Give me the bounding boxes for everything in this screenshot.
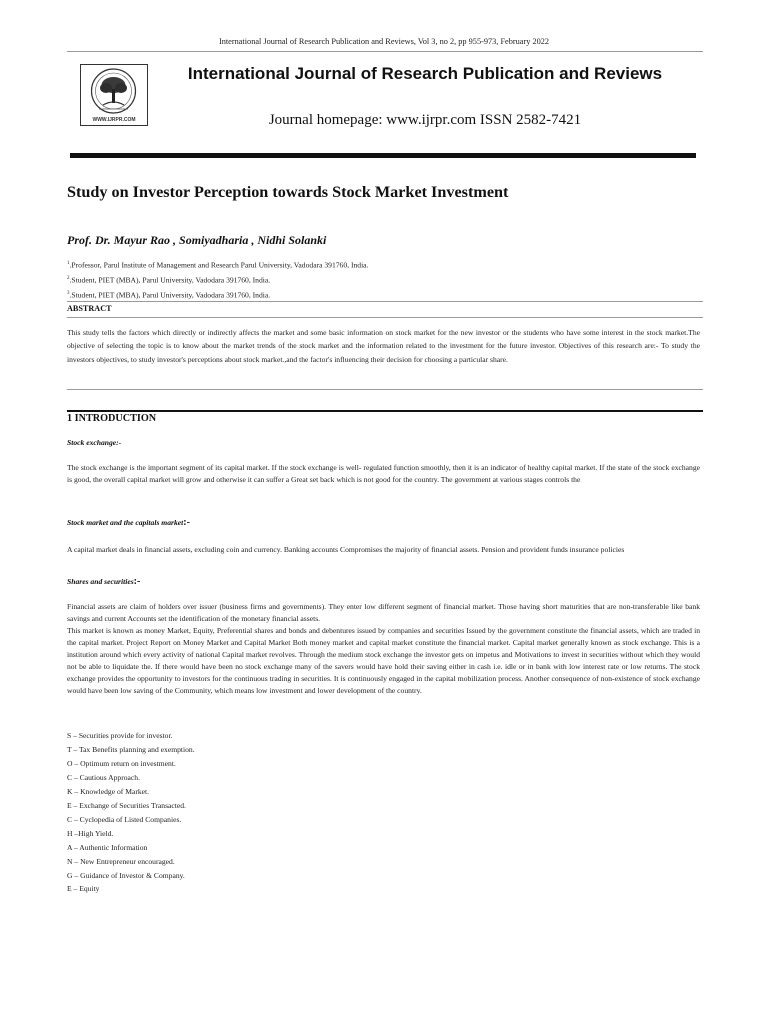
running-head: International Journal of Research Publication and Reviews, Vol 3, no 2, pp 955-973, February 2022 — [218, 37, 550, 46]
affiliations — [67, 257, 707, 302]
journal-homepage: Journal homepage: www.ijrpr.com ISSN 2582-7421 — [268, 112, 582, 128]
abstract-label-rule — [67, 317, 703, 318]
subheading-mark: :- — [183, 517, 190, 528]
affiliation-marker: 1 — [67, 261, 70, 266]
abstract-bottom-rule — [67, 389, 703, 390]
tree-emblem-icon — [81, 65, 146, 124]
list-item: O – Optimum return on investment. — [67, 758, 176, 768]
subheading-stock-exchange: Stock exchange:- — [67, 438, 122, 447]
paper-title: Study on Investor Perception towards Stock Market Investment — [67, 183, 509, 201]
affiliation-marker: 2 — [67, 276, 70, 282]
list-item: C – Cyclopedia of Listed Companies. — [67, 814, 182, 824]
affiliation-item — [67, 257, 707, 272]
author-list: Prof. Dr. Mayur Rao , Somiyadharia , Nidhi Solanki — [67, 233, 327, 247]
list-item: N – New Entrepreneur encouraged. — [67, 856, 175, 866]
journal-title: International Journal of Research Publication and Reviews — [187, 64, 663, 83]
header-divider — [67, 51, 703, 52]
subheading-text: Stock market and the capitals market — [67, 518, 184, 527]
subheading-capital-market — [67, 517, 190, 528]
list-item: K – Knowledge of Market. — [67, 786, 150, 796]
abstract-heading: ABSTRACT — [67, 304, 112, 313]
affiliation-text: .Student, PIET (MBA), Parul University, Vadodara 391760, India. — [69, 275, 271, 285]
list-item: C – Cautious Approach. — [67, 772, 140, 782]
section-rule — [67, 410, 703, 412]
paragraph-stock-exchange: The stock exchange is the important segment of its capital market. If the stock exchange is well- regulated function smoothly, then it is an indicator of healthy capital market. If the state of the stock exchange is good, the overall capital market will grow and otherwise it can suffer a Great set back which is not good for the country. The government at various stages controls the — [67, 463, 700, 485]
subheading-shares — [67, 576, 140, 587]
abstract-body: This study tells the factors which directly or indirectly affects the market and some basic information on stock market for the new investor or the students who have some interest in the stock market.The objective of selecting the topic is to know about the market trends of the stock market and the information related to the investment for the future investor. Objectives of this research are:- To study the investors objectives, to study investor's perceptions about stock market.,and the factor's influencing their decision for choosing a particular share. — [67, 328, 700, 364]
list-item: E – Equity — [67, 884, 100, 894]
list-item: E – Exchange of Securities Transacted. — [67, 800, 186, 810]
affiliation-marker: 3 — [67, 291, 70, 297]
abstract-top-rule — [67, 301, 703, 302]
affiliation-item — [67, 272, 707, 287]
list-item: T – Tax Benefits planning and exemption. — [67, 744, 195, 754]
list-item: A – Authentic Information — [67, 842, 148, 852]
subheading-text: Shares and securities — [67, 577, 134, 586]
section-heading-introduction: 1 INTRODUCTION — [67, 413, 157, 424]
subheading-mark: :- — [133, 576, 141, 587]
affiliation-item — [67, 287, 707, 302]
paragraph-shares-1: Financial assets are claim of holders over issuer (business firms and governments). They enter low different segment of financial market. Those having short maturities that are non-transferable like bank savings and current Accounts set the identification of the monetary financial assets. — [67, 602, 700, 624]
affiliation-text: .Student, PIET (MBA), Parul University, Vadodara 391760, India. — [69, 290, 271, 300]
paragraph-capital-market: A capital market deals in financial assets, excluding coin and currency. Banking accounts Compromises the majority of financial assets. Pension and provident funds insurance policies — [67, 545, 625, 554]
list-item: H –High Yield. — [67, 828, 114, 838]
affiliation-text: .Professor, Parul Institute of Management and Research Parul University, Vadodara 391760, India. — [69, 260, 369, 270]
list-item: S – Securities provide for investor. — [67, 731, 173, 740]
paragraph-shares-2: This market is known as money Market, Equity, Preferential shares and bonds and debentures issued by companies and securities Issued by the government constitute the financial assets, which are traded in the capital market. Project Report on Money Market and Capital Market Both money market and capital market constitute the financial market. Capital market generally known as stock exchange. This is a institution around which every activity of national Capital market revolves. Through the medium stock exchange the investor gets on impetus and Motivations to invest in securities without which they would not be able to liquidate the. If there would have been no stock exchange many of the savers would have hold their saving either in cash i.e. idle or in bank with low interest rate or low returns. The stock exchange provides the opportunity to investors for the continuous trading in securities. It is continuously engaged in the capital mobilization process. Another consequence of non-existence of stock exchange would have been low saving of the Community, which means low investment and lower development of the country. — [67, 626, 700, 696]
list-item: G – Guidance of Investor & Company. — [67, 870, 185, 880]
masthead-rule — [70, 153, 696, 158]
stock-mnemonic-list — [67, 729, 467, 896]
logo-caption: WWW.IJRPR.COM — [92, 117, 136, 123]
